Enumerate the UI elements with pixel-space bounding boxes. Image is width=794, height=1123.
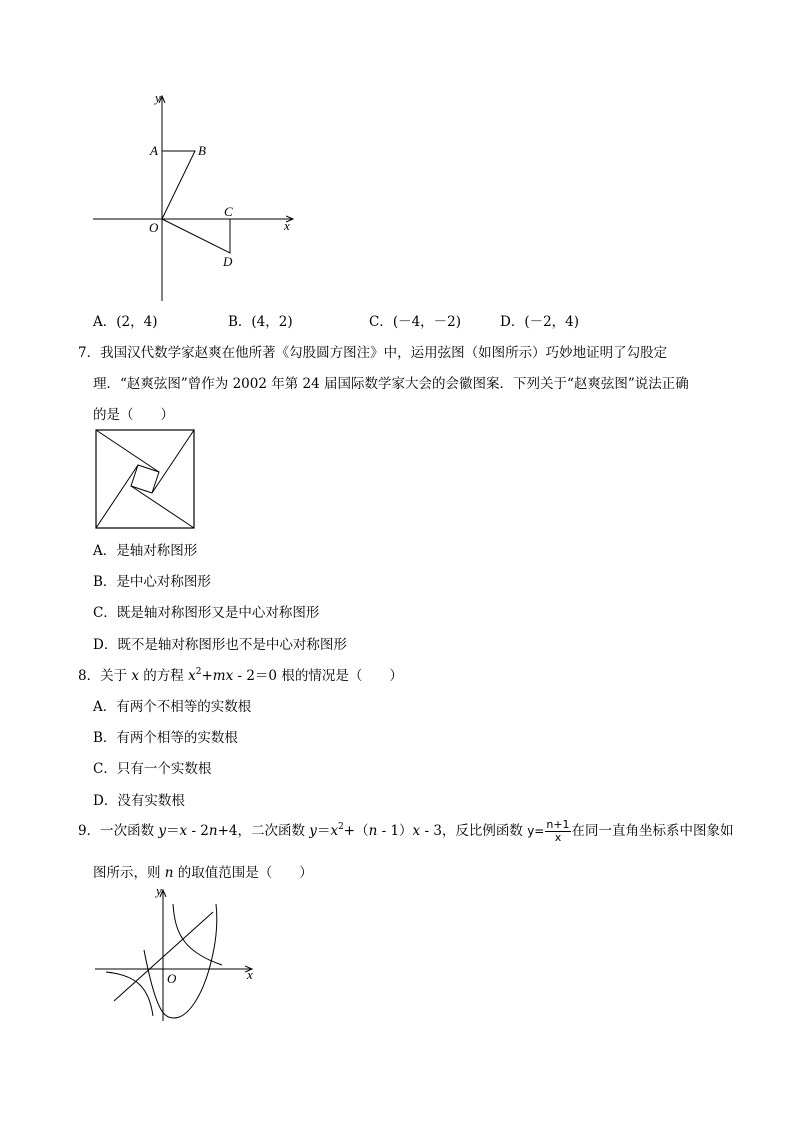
hyperbola-branch-left — [106, 972, 153, 1016]
point-c-label: C — [224, 204, 233, 219]
x-label: x — [284, 218, 290, 233]
point-a-label: A — [150, 143, 158, 158]
q6-option-b[interactable]: B．(4，2) — [228, 314, 293, 330]
q7-text-line1: 我国汉代数学家赵爽在他所著《勾股圆方图注》中，运用弦图（如图所示）巧妙地证明了勾股定 — [100, 345, 668, 361]
q9-var: n — [368, 823, 378, 839]
q9-var: x — [412, 823, 421, 839]
q9-fraction — [545, 819, 570, 844]
q9-var: n — [164, 865, 174, 881]
q9-text: 在同一直角坐标系中图象如 — [571, 823, 734, 839]
point-d-label: D — [223, 254, 233, 269]
q9-stem-line2 — [93, 861, 313, 881]
q7-option-d[interactable]: D．既不是轴对称图形也不是中心对称图形 — [93, 637, 347, 653]
q7-text-line2: 理．“赵爽弦图”曾作为 2002 年第 24 届国际数学家大会的会徽图案．下列关于“赵爽弦图”说法正确 — [93, 376, 689, 392]
q8-option-c[interactable]: C．只有一个实数根 — [93, 761, 212, 777]
q9-fraction-denominator: x — [554, 831, 562, 844]
q9-text: ＝ — [316, 823, 331, 839]
y-label: y — [155, 90, 161, 105]
q8-text: 关于 — [100, 668, 132, 684]
q8-text: - 2＝0 根的情况是（ ） — [233, 668, 403, 684]
q8-option-a[interactable]: A．有两个不相等的实数根 — [93, 699, 252, 715]
q7-option-a[interactable]: A．是轴对称图形 — [93, 543, 198, 559]
q8-exponent: 2 — [195, 667, 202, 677]
q9-text: 的取值范围是（ ） — [173, 865, 313, 881]
q9-text: +4，二次函数 — [217, 823, 310, 839]
q7-text-line3: 的是（ ） — [93, 407, 174, 423]
q8-text: + — [201, 668, 213, 684]
q7-number: 7． — [78, 345, 101, 361]
q6-coordinate-figure — [88, 88, 303, 308]
origin-label: O — [167, 971, 177, 986]
q9-stem-line1 — [78, 819, 734, 844]
zhao-shuang-string-diagram — [94, 428, 198, 532]
q8-text: 的方程 — [139, 668, 189, 684]
q6-option-c[interactable]: C．(－4，－2) — [369, 314, 462, 330]
q9-number: 9． — [78, 823, 101, 839]
q8-number: 8． — [78, 668, 101, 684]
q9-var: y — [158, 823, 167, 839]
q9-exponent: 2 — [338, 822, 344, 832]
q9-text: - 1） — [377, 823, 413, 839]
q9-text: y= — [527, 824, 545, 838]
hyperbola-branch-right — [173, 904, 222, 965]
q9-text: ＝ — [166, 823, 180, 839]
q9-text: 一次函数 — [100, 823, 159, 839]
q6-option-d[interactable]: D．(－2，4) — [500, 314, 580, 330]
q7-option-b[interactable]: B．是中心对称图形 — [93, 574, 211, 590]
q9-text: - 2 — [187, 823, 209, 839]
q9-fraction-numerator: n+1 — [546, 818, 570, 831]
q9-function-graph — [92, 884, 262, 1024]
q8-option-d[interactable]: D．没有实数根 — [93, 793, 185, 809]
segment-a-b-o — [162, 151, 195, 219]
q8-var-mx: mx — [212, 668, 234, 684]
q7-option-c[interactable]: C．既是轴对称图形又是中心对称图形 — [93, 605, 320, 621]
q9-text: +（ — [343, 823, 369, 839]
point-b-label: B — [198, 143, 206, 158]
q9-var: n — [208, 823, 218, 839]
q9-var: x — [330, 823, 339, 839]
x-label: x — [247, 967, 253, 982]
q7-stem-line1 — [78, 341, 667, 361]
q8-var-x: x — [131, 668, 140, 684]
origin-label: O — [149, 220, 159, 235]
q9-text: - 3，反比例函数 — [420, 823, 528, 839]
q9-var: x — [179, 823, 188, 839]
y-label: y — [156, 884, 162, 898]
q6-option-a[interactable]: A．(2，4) — [93, 314, 158, 330]
q9-var: y — [309, 823, 317, 839]
q8-var-x: x — [188, 668, 196, 684]
q9-text: 图所示，则 — [93, 865, 165, 881]
q8-stem — [78, 664, 403, 684]
parabola-curve — [144, 904, 217, 1018]
segment-o-d-c — [162, 219, 230, 253]
q8-option-b[interactable]: B．有两个相等的实数根 — [93, 730, 238, 746]
